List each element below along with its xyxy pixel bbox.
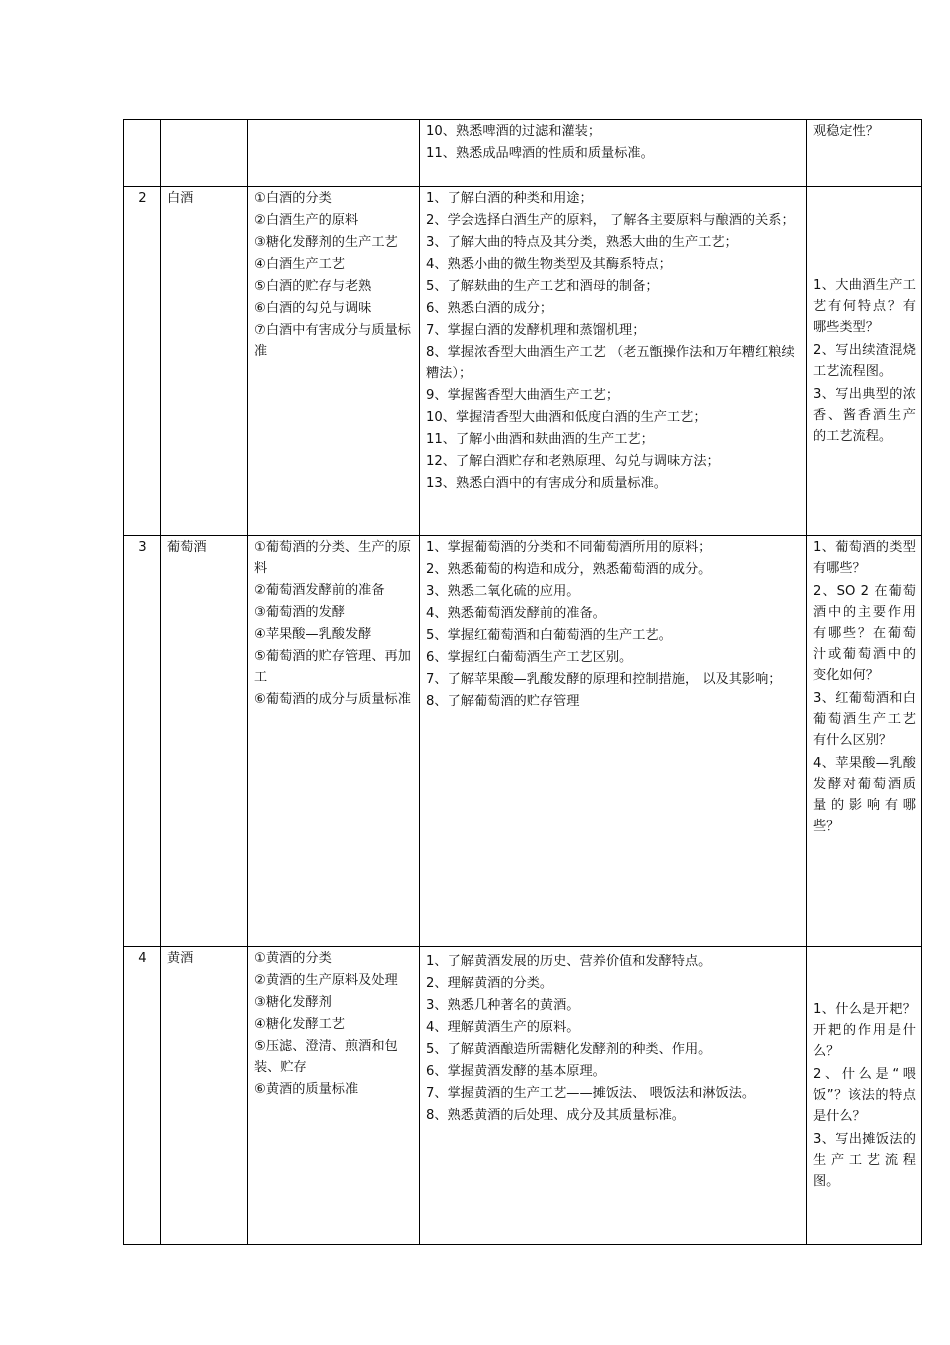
table-row [124,947,922,1245]
topics-cell [248,536,420,947]
row-number: 2 [124,187,161,536]
requirement-item: 7、掌握黄酒的生产工艺——摊饭法、 喂饭法和淋饭法。 [426,1086,756,1101]
requirement-item: 6、熟悉白酒的成分； [426,301,554,316]
question-item: 3、写出典型的浓香、酱香酒生产的工艺流程。 [813,386,916,444]
requirement-item: 7、掌握白酒的发酵机理和蒸馏机理； [426,323,646,338]
table-row [124,536,922,947]
requirement-item: 10、掌握清香型大曲酒和低度白酒的生产工艺； [426,410,707,425]
topic-item: ①葡萄酒的分类、生产的原料 [254,540,411,576]
requirement-item: 11、熟悉成品啤酒的性质和质量标准。 [426,146,654,161]
course-name: 黄酒 [161,947,248,1245]
requirement-item: 10、熟悉啤酒的过滤和灌装； [426,124,602,139]
question-item: 2、什么是“喂饭”？该法的特点是什么？ [813,1066,916,1124]
questions-cell [807,536,922,947]
questions-cell [807,947,922,1245]
topic-item: ③糖化发酵剂 [254,995,332,1010]
requirement-item: 8、熟悉黄酒的后处理、成分及其质量标准。 [426,1108,685,1123]
topic-item: ⑥白酒的勾兑与调味 [254,301,372,316]
requirement-item: 7、了解苹果酸—乳酸发酵的原理和控制措施， 以及其影响； [426,672,782,687]
course-name [161,120,248,187]
table-row [124,187,922,536]
questions-cell [807,120,922,187]
requirement-item: 4、理解黄酒生产的原料。 [426,1020,580,1035]
requirement-item: 5、了解黄酒酿造所需糖化发酵剂的种类、作用。 [426,1042,712,1057]
syllabus-table [123,119,922,1245]
table-row [124,120,922,187]
topics-cell [248,947,420,1245]
requirement-item: 2、熟悉葡萄的构造和成分，熟悉葡萄酒的成分。 [426,562,712,577]
requirement-item: 11、了解小曲酒和麸曲酒的生产工艺； [426,432,654,447]
requirements-cell [420,120,807,187]
requirement-item: 1、掌握葡萄酒的分类和不同葡萄酒所用的原料； [426,540,712,555]
requirement-item: 5、了解麸曲的生产工艺和酒母的制备； [426,279,659,294]
topic-item: ⑥葡萄酒的成分与质量标准 [254,692,411,707]
topic-item: ⑤压滤、澄清、煎酒和包装、贮存 [254,1039,398,1075]
requirement-item: 3、熟悉几种著名的黄酒。 [426,998,580,1013]
topics-cell [248,120,420,187]
requirement-item: 4、熟悉小曲的微生物类型及其酶系特点； [426,257,672,272]
question-item: 1、葡萄酒的类型有哪些？ [813,540,916,576]
topic-item: ⑦白酒中有害成分与质量标准 [254,323,411,359]
course-name: 葡萄酒 [161,536,248,947]
row-number: 4 [124,947,161,1245]
question-item: 3、写出摊饭法的生产工艺流程图。 [813,1131,916,1189]
requirements-cell [420,187,807,536]
topics-cell [248,187,420,536]
question-item: 4、苹果酸—乳酸发酵对葡萄酒质量的影响有哪些？ [813,756,916,834]
requirement-item: 6、掌握黄酒发酵的基本原理。 [426,1064,606,1079]
question-item: 2、SO 2 在葡萄酒中的主要作用有哪些？在葡萄汁或葡萄酒中的变化如何？ [813,584,916,683]
row-number: 3 [124,536,161,947]
requirement-item: 8、了解葡萄酒的贮存管理 [426,694,580,709]
topic-item: ④白酒生产工艺 [254,257,345,272]
requirement-item: 3、熟悉二氧化硫的应用。 [426,584,580,599]
topic-item: ⑥黄酒的质量标准 [254,1082,359,1097]
topic-item: ③葡萄酒的发酵 [254,605,345,620]
requirement-item: 13、熟悉白酒中的有害成分和质量标准。 [426,476,667,491]
topic-item: ③糖化发酵剂的生产工艺 [254,235,398,250]
topic-item: ①黄酒的分类 [254,951,332,966]
question-item: 1、什么是开耙？开耙的作用是什么？ [813,1001,916,1059]
requirement-item: 4、熟悉葡萄酒发酵前的准备。 [426,606,606,621]
topic-item: ⑤葡萄酒的贮存管理、再加工 [254,649,411,685]
topic-item: ①白酒的分类 [254,191,332,206]
topic-item: ⑤白酒的贮存与老熟 [254,279,372,294]
topic-item: ②葡萄酒发酵前的准备 [254,583,385,598]
requirement-item: 1、了解白酒的种类和用途； [426,191,593,206]
requirement-item: 5、掌握红葡萄酒和白葡萄酒的生产工艺。 [426,628,672,643]
requirement-item: 6、掌握红白葡萄酒生产工艺区别。 [426,650,633,665]
topic-item: ④苹果酸—乳酸发酵 [254,627,372,642]
topic-item: ④糖化发酵工艺 [254,1017,345,1032]
row-number [124,120,161,187]
question-item: 1、大曲酒生产工艺有何特点？有哪些类型？ [813,277,916,335]
requirement-item: 9、掌握酱香型大曲酒生产工艺； [426,388,620,403]
topic-item: ②黄酒的生产原料及处理 [254,973,398,988]
topic-item: ②白酒生产的原料 [254,213,359,228]
requirement-item: 3、了解大曲的特点及其分类，熟悉大曲的生产工艺； [426,235,738,250]
requirement-item: 2、学会选择白酒生产的原料， 了解各主要原料与酿酒的关系； [426,213,795,228]
requirements-cell [420,536,807,947]
question-item: 观稳定性？ [813,124,879,139]
question-item: 2、写出续渣混烧工艺流程图。 [813,342,916,379]
requirement-item: 12、了解白酒贮存和老熟原理、勾兑与调味方法； [426,454,720,469]
questions-cell [807,187,922,536]
requirement-item: 1、了解黄酒发展的历史、营养价值和发酵特点。 [426,954,712,969]
requirement-item: 8、掌握浓香型大曲酒生产工艺 （老五甑操作法和万年糟红粮续糟法）； [426,345,795,381]
requirements-cell [420,947,807,1245]
requirement-item: 2、理解黄酒的分类。 [426,976,554,991]
question-item: 3、红葡萄酒和白葡萄酒生产工艺有什么区别？ [813,691,916,748]
course-name: 白酒 [161,187,248,536]
